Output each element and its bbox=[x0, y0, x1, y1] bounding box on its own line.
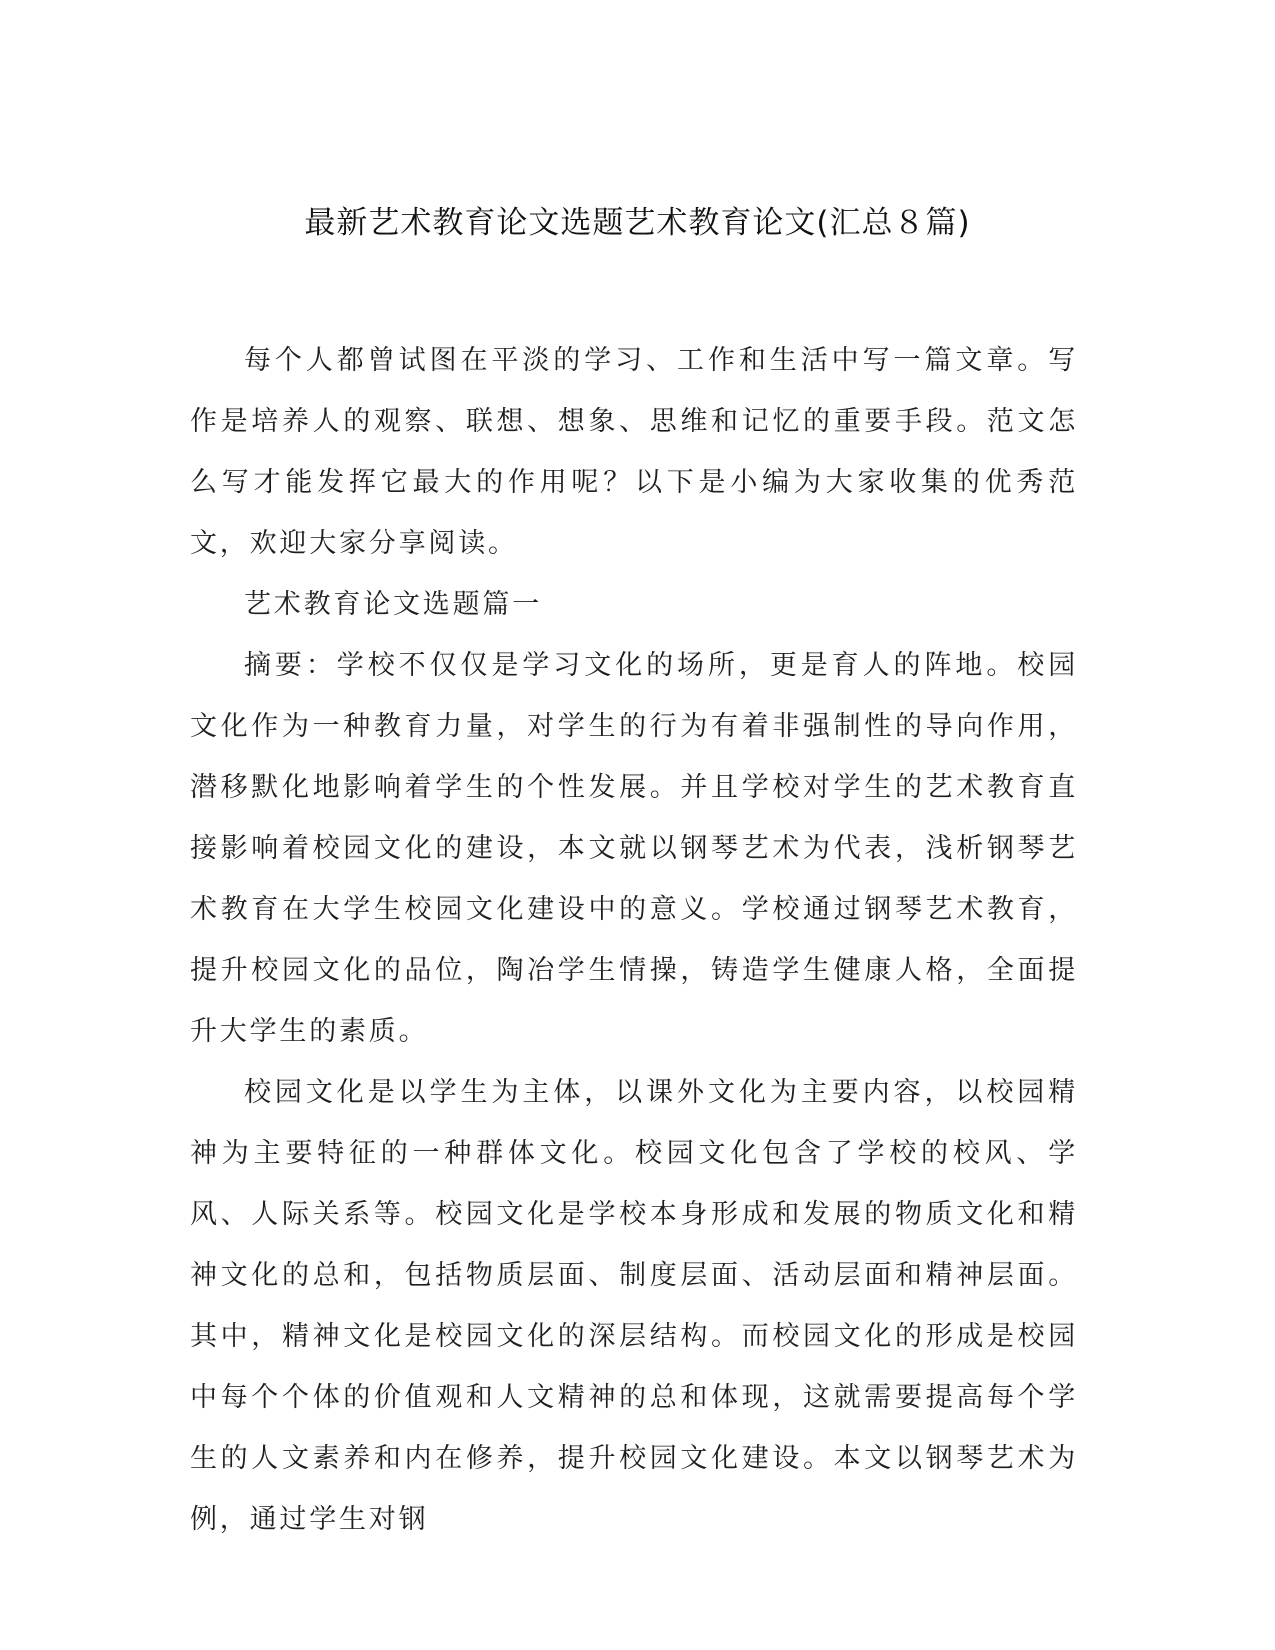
body-paragraph: 校园文化是以学生为主体，以课外文化为主要内容，以校园精神为主要特征的一种群体文化。校园文化包含了学校的校风、学风、人际关系等。校园文化是学校本身形成和发展的物质文化和精神文化的总和，包括物质层面、制度层面、活动层面和精神层面。其中，精神文化是校园文化的深层结构。而校园文化的形成是校园中每个个体的价值观和人文精神的总和体现，这就需要提高每个学生的人文素养和内在修养，提升校园文化建设。本文以钢琴艺术为例，通过学生对钢 bbox=[190, 1077, 1078, 1535]
document-title: 最新艺术教育论文选题艺术教育论文(汇总８篇) bbox=[304, 205, 971, 241]
intro-paragraph: 每个人都曾试图在平淡的学习、工作和生活中写一篇文章。写作是培养人的观察、联想、想象、思维和记忆的重要手段。范文怎么写才能发挥它最大的作用呢？以下是小编为大家收集的优秀范文，欢迎大家分享阅读。 bbox=[190, 345, 1078, 559]
abstract-paragraph: 摘要：学校不仅仅是学习文化的场所，更是育人的阵地。校园文化作为一种教育力量，对学生的行为有着非强制性的导向作用，潜移默化地影响着学生的个性发展。并且学校对学生的艺术教育直接影响着校园文化的建设，本文就以钢琴艺术为代表，浅析钢琴艺术教育在大学生校园文化建设中的意义。学校通过钢琴艺术教育，提升校园文化的品位，陶冶学生情操，铸造学生健康人格，全面提升大学生的素质。 bbox=[190, 650, 1078, 1047]
section-heading: 艺术教育论文选题篇一 bbox=[244, 589, 542, 620]
document-body bbox=[190, 330, 1078, 1550]
